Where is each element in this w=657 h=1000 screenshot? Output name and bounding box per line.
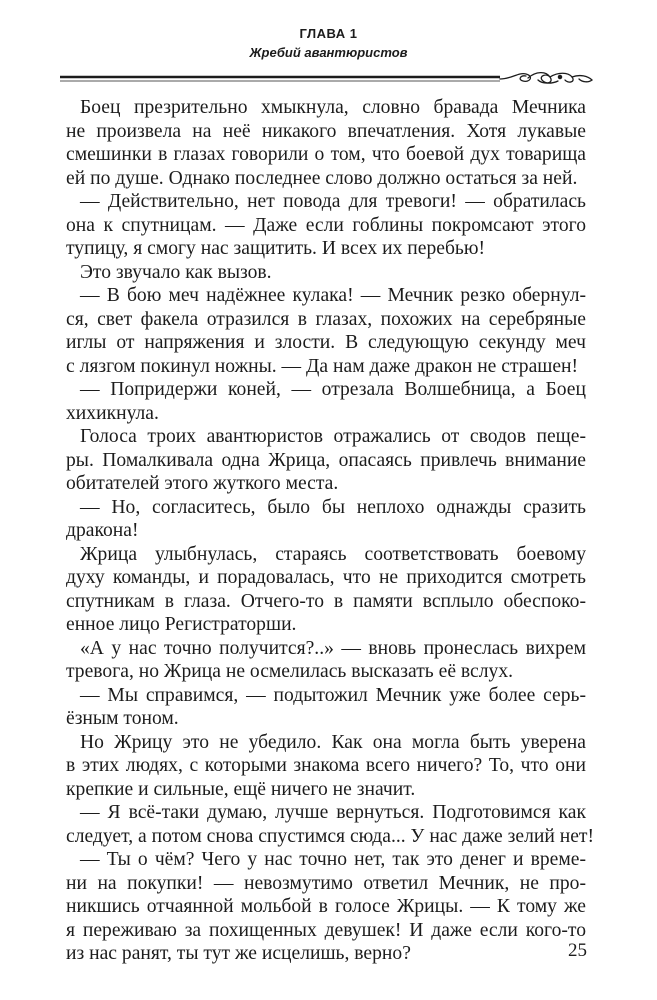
running-header: [0, 26, 657, 62]
paragraph: [66, 378, 586, 425]
chapter-label: ГЛАВА 1: [299, 26, 358, 41]
text-line: ры. Помалкивала одна Жрица, опасаясь привлечь внимание: [66, 449, 586, 471]
text-line: Боец презрительно хмыкнула, словно бравада Мечника: [80, 97, 586, 118]
paragraph: [66, 801, 594, 848]
paragraph: [66, 731, 586, 802]
text-line: Жрица улыбнулась, стараясь соответствовать боевому: [80, 543, 586, 565]
text-line: ни на покупки! — невозмутимо ответил Мечник, не про-: [66, 872, 586, 894]
paragraph: [66, 684, 586, 731]
text-line: никшись отчаянной мольбой в голосе Жрицы. — К тому же: [66, 896, 586, 917]
paragraph: [66, 284, 586, 378]
paragraph: [66, 96, 586, 190]
text-line: дракона!: [66, 520, 139, 541]
text-line: в этих людях, с которыми знакома всего ничего? То, что они: [66, 755, 586, 776]
text-line: хихикнула.: [66, 402, 159, 424]
paragraph: [66, 425, 586, 496]
text-line: тупицу, я смогу нас защитить. И всех их перебью!: [66, 238, 486, 259]
text-line: с лязгом покинул ножны. — Да нам даже дракон не страшен!: [66, 355, 579, 377]
text-line: ей по душе. Однако последнее слово должно остаться за ней.: [66, 167, 578, 189]
paragraph: [66, 848, 586, 966]
paragraph: [66, 496, 586, 543]
text-line: духу команды, и порадовалась, что не приходится смотреть: [66, 567, 586, 588]
text-line: иглы от напряжения и злости. В следующую секунду меч: [66, 332, 586, 353]
text-line: — В бою меч надёжнее кулака! — Мечник резко обернул-: [80, 285, 586, 306]
text-line: тревога, но Жрица не осмелилась высказать её вслух.: [66, 661, 514, 682]
text-line: не произвела на неё никакого впечатления. Хотя лукавые: [66, 120, 586, 142]
text-line: ся, свет факела отразился в глазах, похожих на серебряные: [66, 308, 586, 330]
text-line: из нас ранят, ты тут же исцелишь, верно?: [66, 943, 411, 964]
text-line: ёзным тоном.: [66, 708, 179, 729]
text-line: Это звучало как вызов.: [80, 261, 272, 283]
text-line: — Но, согласитесь, было бы неплохо однажды сразить: [80, 496, 586, 518]
paragraph: [66, 261, 586, 285]
ornamental-divider: [60, 68, 600, 86]
paragraph: [66, 543, 586, 637]
text-line: Голоса троих авантюристов отражались от сводов пеще-: [80, 426, 586, 447]
text-line: енное лицо Регистраторши.: [66, 614, 297, 635]
text-line: — Ты о чём? Чего у нас точно нет, так это денег и време-: [80, 849, 586, 870]
text-line: — Я всё-таки думаю, лучше вернуться. Подготовимся как: [80, 802, 586, 823]
page-number: 25: [568, 940, 587, 961]
text-line: — Мы справимся, — подытожил Мечник уже более серь-: [80, 684, 586, 706]
chapter-title: Жребий авантюристов: [249, 45, 408, 60]
text-line: я переживаю за похищенных девушек! И даже если кого-то: [66, 919, 586, 941]
text-line: она к спутницам. — Даже если гоблины покромсают этого: [66, 214, 586, 236]
text-line: обитателей этого жуткого места.: [66, 473, 339, 494]
text-line: спутникам в глаза. Отчего-то в памяти всплыло обеспоко-: [66, 590, 586, 612]
paragraph: [66, 190, 586, 261]
text-line: — Действительно, нет повода для тревоги! — обратилась: [80, 191, 586, 212]
paragraph: [66, 637, 586, 684]
text-line: — Попридержи коней, — отрезала Волшебница, а Боец: [80, 379, 586, 400]
text-line: крепкие и сильные, ещё ничего не значит.: [66, 778, 416, 800]
body-text: [66, 96, 594, 966]
text-line: «А у нас точно получится?..» — вновь пронеслась вихрем: [80, 637, 586, 659]
text-line: смешинки в глазах говорили о том, что боевой дух товарища: [66, 144, 586, 165]
text-line: следует, а потом снова спустимся сюда... У нас даже зелий нет!: [66, 825, 594, 847]
text-line: Но Жрицу это не убедило. Как она могла быть уверена: [80, 731, 586, 753]
